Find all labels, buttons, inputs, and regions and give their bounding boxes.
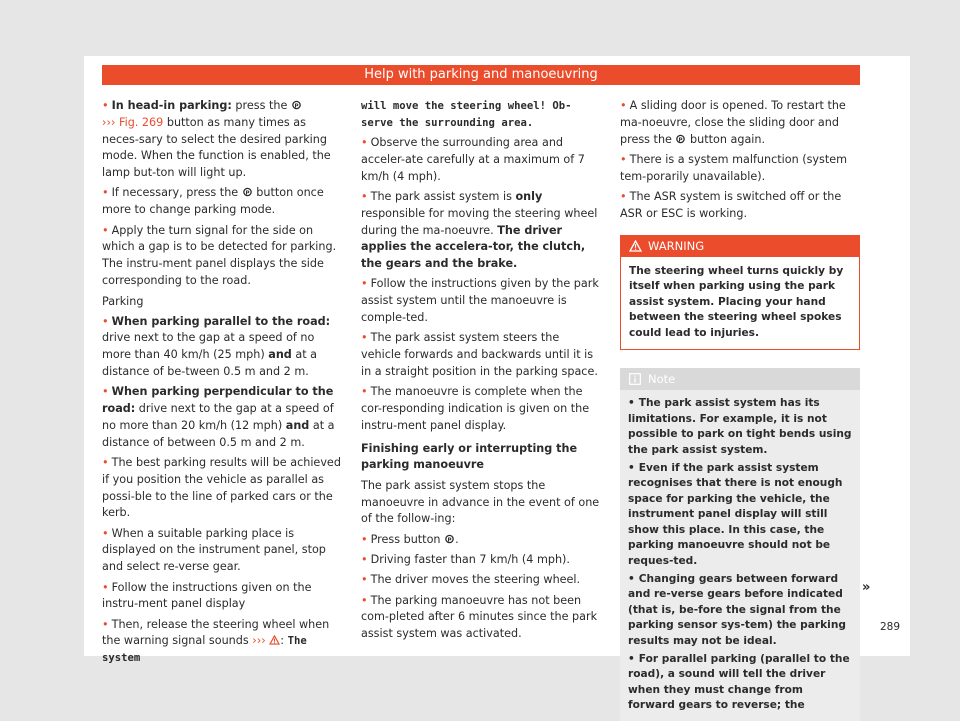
paragraph: • Observe the surrounding area and acceler-ate carefully at a maximum of 7 km/h (4 mph). xyxy=(361,136,585,183)
paragraph: • Then, release the steering wheel when the warning signal sounds ››› : The system xyxy=(102,617,330,665)
paragraph: • Press button P . xyxy=(361,532,459,546)
paragraph: • There is a system malfunction (system tem-porarily unavailable). xyxy=(620,152,848,183)
continue-mark: » xyxy=(862,580,871,595)
paragraph: • The ASR system is switched off or the ASR or ESC is working. xyxy=(620,189,842,220)
list-item: • The park assist system has its limitations. For example, it is not possible to park on tight bends using the park assist system. xyxy=(628,397,852,456)
svg-text:P: P xyxy=(678,136,683,143)
column-2 xyxy=(361,98,601,646)
paragraph: • The best parking results will be achieved if you position the vehicle as parallel as possi-ble to the line of parked cars or the kerb. xyxy=(102,455,341,520)
warning-link[interactable]: ››› xyxy=(252,634,266,648)
paragraph: • The parking manoeuvre has not been com-pleted after 6 minutes since the park assist system was activated. xyxy=(361,593,598,641)
note-header: Note xyxy=(620,368,860,390)
page-header: Help with parking and manoeuvring xyxy=(102,65,860,85)
paragraph: • Follow the instructions given by the park assist system until the manoeuvre is comple-ted. xyxy=(361,277,599,325)
warning-box xyxy=(620,235,860,351)
paragraph: • The driver moves the steering wheel. xyxy=(361,573,581,587)
warning-header: WARNING xyxy=(620,235,860,257)
paragraph: • A sliding door is opened. To restart the ma-noeuvre, close the sliding door and press the P button again. xyxy=(620,99,846,146)
paragraph: • When parking perpendicular to the road: drive next to the gap at a speed of no more than 20 km/h (12 mph) and at a distance of between 0.5 m and 2 m. xyxy=(102,385,335,449)
figure-link[interactable]: ››› Fig. 269 xyxy=(102,115,164,129)
note-body xyxy=(620,390,860,721)
warning-triangle-icon xyxy=(629,240,642,252)
note-box xyxy=(620,368,860,721)
paragraph: • The park assist system steers the vehicle forwards and backwards until it is in a straight position in the parking space. xyxy=(361,331,598,378)
park-assist-icon xyxy=(675,134,686,144)
park-assist-icon xyxy=(242,187,253,197)
paragraph: • When a suitable parking place is displayed on the instrument panel, stop and select re-verse gear. xyxy=(102,526,326,574)
column-1 xyxy=(102,98,342,671)
paragraph: • The manoeuvre is complete when the cor-responding indication is given on the instru-ment panel display. xyxy=(361,385,590,432)
park-assist-icon xyxy=(291,100,302,110)
info-icon xyxy=(629,373,641,385)
paragraph: The park assist system stops the manoeuvre in advance in the event of one of the follow-ing: xyxy=(361,478,600,526)
paragraph: • If necessary, press the P button once more to change parking mode. xyxy=(102,186,324,217)
paragraph: • Follow the instructions given on the instru-ment panel display xyxy=(102,580,312,611)
paragraph: • Driving faster than 7 km/h (4 mph). xyxy=(361,552,570,566)
column-3 xyxy=(620,98,860,721)
svg-text:P: P xyxy=(294,103,299,110)
paragraph: • In head-in parking: press the P ››› Fig. 269 button as many times as neces-sary to select the desired parking mode. When the function is enabled, the lamp but-ton will light up. xyxy=(102,99,331,180)
list-item: • Changing gears between forward and re-verse gears before indicated (that is, be-fore the signal from the parking sensor sys-tem) the parking results may not be ideal. xyxy=(628,572,846,647)
bullet: • xyxy=(102,99,109,112)
svg-text:P: P xyxy=(245,190,250,197)
paragraph: • The park assist system is only responsible for moving the steering wheel during the ma-noeuvre. The driver applies the accelera-tor, the clutch, the gears and the brake. xyxy=(361,189,598,271)
section-heading: Finishing early or interrupting the parking manoeuvre xyxy=(361,441,578,472)
svg-text:P: P xyxy=(447,536,452,543)
warning-triangle-icon xyxy=(269,635,280,645)
park-assist-icon xyxy=(444,534,455,544)
warning-body: The steering wheel turns quickly by itself when parking using the park assist system. Placing your hand between the steering wheel spokes could lead to injuries. xyxy=(620,257,860,351)
list-item: • Even if the park assist system recognises that there is not enough space for parking the vehicle, the instrument panel display will still show this place. In this case, the parking manoeuvre should not be reques-ted. xyxy=(628,461,843,567)
paragraph: • When parking parallel to the road: drive next to the gap at a speed of no more than 40 km/h (25 mph) and at a distance of be-tween 0.5 m and 2 m. xyxy=(102,314,331,378)
paragraph: • Apply the turn signal for the side on which a gap is to be detected for parking. The instru-ment panel displays the side corresponding to the road. xyxy=(102,223,337,287)
system-message: will move the steering wheel! Ob-serve the surrounding area. xyxy=(361,100,572,129)
section-label: Parking xyxy=(102,294,144,308)
list-item: • For parallel parking (parallel to the road), a sound will tell the driver when they must change from forward gears to reverse; the xyxy=(628,652,850,712)
page-number: 289 xyxy=(880,621,901,633)
